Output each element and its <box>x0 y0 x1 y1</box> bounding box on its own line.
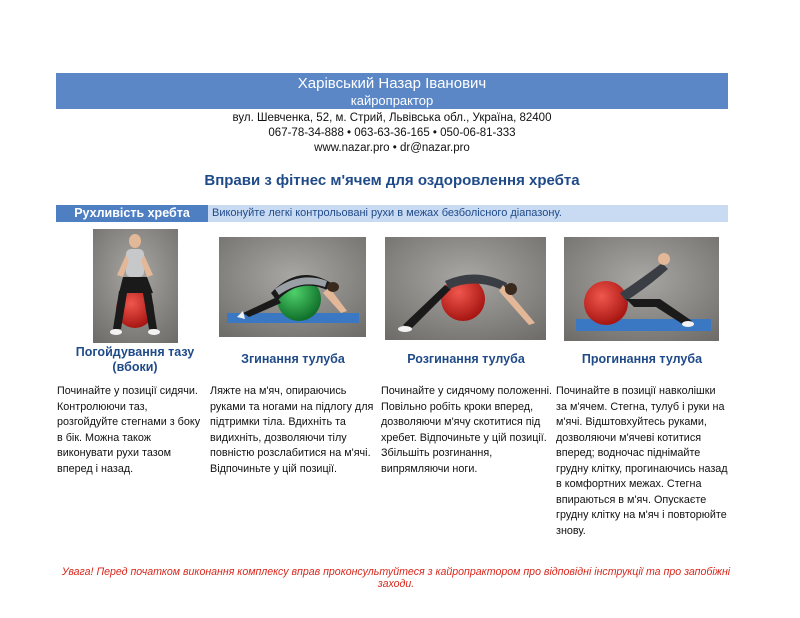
section-description: Виконуйте легкі контрольовані рухи в межах безболісного діапазону. <box>212 207 562 219</box>
phones: 067-78-34-888 • 063-63-36-165 • 050-06-81-333 <box>268 127 516 139</box>
exercise-4-description: Починайте в позиції навколішки за м'ячем. Стегна, тулуб і руки на м'ячі. Відштовхуйтесь руками, дозволяючи м'ячеві котитися вперед; водночас піднімайте грудну клітку, прогинаючись назад в комфортних межах. Стегна впираються в м'яч. Опускаєте грудну клітку на м'яч і повторюйте знову. <box>556 385 728 537</box>
warning-text: Увага! Перед початком виконання комплексу вправ проконсультуйтеся з кайропрактором про відповідні інструкції та про запобіжні заходи. <box>61 566 731 590</box>
web-email: www.nazar.pro • dr@nazar.pro <box>314 142 470 154</box>
exercise-3-title: Розгинання тулуба <box>407 352 525 366</box>
exercise-2-description: Ляжте на м'яч, опираючись руками та ногами на підлогу для підтримки тіла. Вдихніть та видихніть, дозволяючи тілу повністю розслабитися на м'ячі. Відпочиньте у цій позиції. <box>210 385 374 475</box>
exercise-photo-4 <box>564 237 719 341</box>
exercise-photo-2 <box>219 237 366 337</box>
exercise-photo-1 <box>93 229 178 343</box>
exercise-3-description: Починайте у сидячому положенні. Повільно робіть кроки вперед, дозволяючи м'ячу скотитися під хребет. Відпочиньте у цій позиції. Збільшіть розгинання, випрямляючи ноги. <box>381 385 553 475</box>
exercise-1-title: Погойдування тазу (вбоки) <box>75 345 195 374</box>
practitioner-name: Харівський Назар Іванович <box>297 75 487 92</box>
exercise-2-title: Згинання тулуба <box>241 352 345 366</box>
header-banner <box>56 73 728 109</box>
page-title: Вправи з фітнес м'ячем для оздоровлення хребта <box>204 172 580 189</box>
section-bar <box>56 205 728 222</box>
exercise-photo-3 <box>385 237 546 340</box>
exercise-4-title: Прогинання тулуба <box>581 352 703 366</box>
address: вул. Шевченка, 52, м. Стрий, Львівська обл., Україна, 82400 <box>232 112 552 124</box>
practitioner-role: кайропрактор <box>350 93 434 108</box>
section-label: Рухливість хребта <box>56 205 208 222</box>
exercise-1-description: Починайте у позиції сидячи. Контролюючи таз, розгойдуйте стегнами з боку в бік. Можна також виконувати рухи тазом вперед і назад. <box>57 385 201 475</box>
